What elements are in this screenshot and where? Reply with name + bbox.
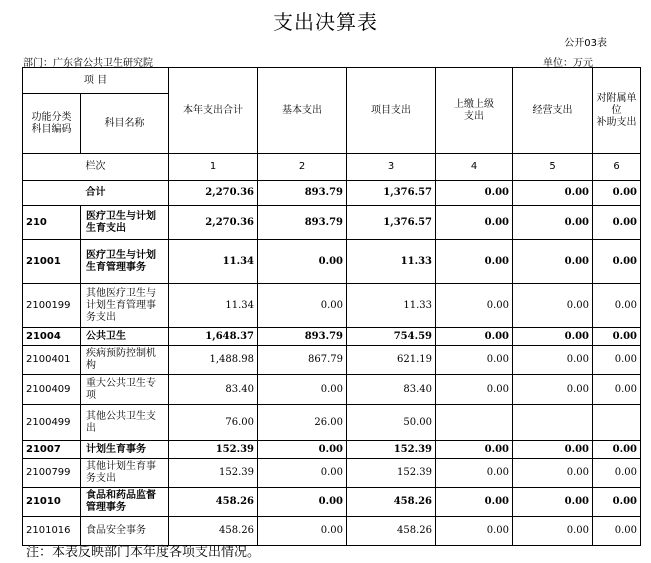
header-project: 项目支出 [347, 68, 436, 154]
row-code: 2101016 [23, 517, 81, 546]
row-value: 1,376.57 [347, 181, 436, 206]
row-value: 0.00 [513, 346, 593, 375]
row-value: 152.39 [347, 459, 436, 488]
row-value: 152.39 [347, 441, 436, 459]
row-value: 0.00 [593, 488, 641, 517]
row-code: 21001 [23, 240, 81, 284]
row-value: 0.00 [436, 284, 513, 328]
row-name: 公共卫生 [81, 328, 169, 346]
report-title: 支出决算表 [273, 10, 378, 34]
row-value: 0.00 [593, 375, 641, 405]
row-value: 11.34 [169, 240, 258, 284]
header-name: 科目名称 [81, 94, 169, 154]
row-code: 2100409 [23, 375, 81, 405]
col-num: 6 [593, 154, 641, 181]
row-value: 0.00 [513, 284, 593, 328]
header-basic: 基本支出 [258, 68, 347, 154]
table-row [23, 206, 641, 240]
header-code: 功能分类 科目编码 [23, 94, 81, 154]
row-name: 医疗卫生与计划生育管理事务 [81, 240, 169, 284]
row-value: 2,270.36 [169, 206, 258, 240]
row-value: 458.26 [347, 488, 436, 517]
row-value: 458.26 [169, 488, 258, 517]
col-num: 3 [347, 154, 436, 181]
row-value: 11.33 [347, 284, 436, 328]
row-value: 0.00 [258, 488, 347, 517]
expenditure-table [22, 67, 641, 546]
table-row [23, 328, 641, 346]
row-value: 0.00 [513, 181, 593, 206]
row-code: 2100199 [23, 284, 81, 328]
row-value [513, 405, 593, 441]
col-num: 1 [169, 154, 258, 181]
row-value: 0.00 [436, 375, 513, 405]
department-label: 部门：广东省公共卫生研究院 [23, 58, 153, 69]
row-value: 0.00 [593, 206, 641, 240]
row-value: 1,648.37 [169, 328, 258, 346]
row-code: 21004 [23, 328, 81, 346]
row-value: 0.00 [258, 459, 347, 488]
row-name: 重大公共卫生专项 [81, 375, 169, 405]
header-business: 经营支出 [513, 68, 593, 154]
row-value: 50.00 [347, 405, 436, 441]
unit-label: 单位：万元 [543, 58, 593, 69]
row-name: 其他计划生育事务支出 [81, 459, 169, 488]
row-value: 0.00 [436, 328, 513, 346]
row-value: 0.00 [593, 240, 641, 284]
row-value: 458.26 [169, 517, 258, 546]
row-value: 0.00 [436, 181, 513, 206]
row-code: 21007 [23, 441, 81, 459]
row-value: 893.79 [258, 328, 347, 346]
row-value: 83.40 [169, 375, 258, 405]
row-value: 0.00 [258, 284, 347, 328]
header-upper: 上缴上级 支出 [436, 68, 513, 154]
row-value: 0.00 [436, 517, 513, 546]
row-value: 893.79 [258, 206, 347, 240]
row-value: 0.00 [593, 459, 641, 488]
row-name: 医疗卫生与计划生育支出 [81, 206, 169, 240]
row-value: 11.33 [347, 240, 436, 284]
col-num: 5 [513, 154, 593, 181]
row-code: 2100499 [23, 405, 81, 441]
row-value: 458.26 [347, 517, 436, 546]
header-total: 本年支出合计 [169, 68, 258, 154]
row-value: 0.00 [258, 375, 347, 405]
row-code: 2100799 [23, 459, 81, 488]
table-row [23, 181, 641, 206]
table-row [23, 375, 641, 405]
table-row [23, 405, 641, 441]
row-name: 计划生育事务 [81, 441, 169, 459]
row-value: 0.00 [593, 346, 641, 375]
row-name: 食品和药品监督管理事务 [81, 488, 169, 517]
row-value: 0.00 [513, 459, 593, 488]
row-value: 0.00 [436, 459, 513, 488]
row-value: 0.00 [258, 517, 347, 546]
row-value: 0.00 [593, 284, 641, 328]
row-code: 2100401 [23, 346, 81, 375]
row-value: 621.19 [347, 346, 436, 375]
row-value: 11.34 [169, 284, 258, 328]
row-value: 0.00 [513, 375, 593, 405]
col-num: 4 [436, 154, 513, 181]
table-row [23, 488, 641, 517]
row-value [436, 405, 513, 441]
row-value: 754.59 [347, 328, 436, 346]
row-value: 0.00 [436, 488, 513, 517]
row-value: 0.00 [436, 346, 513, 375]
row-name: 疾病预防控制机构 [81, 346, 169, 375]
row-value: 0.00 [258, 441, 347, 459]
header-item: 项 目 [23, 68, 169, 94]
header-subsidy: 对附属单位 补助支出 [593, 68, 641, 154]
row-value: 2,270.36 [169, 181, 258, 206]
table-row [23, 459, 641, 488]
row-value: 0.00 [513, 488, 593, 517]
table-row [23, 441, 641, 459]
row-value: 0.00 [593, 328, 641, 346]
row-value: 0.00 [258, 240, 347, 284]
row-value: 83.40 [347, 375, 436, 405]
row-value: 0.00 [513, 240, 593, 284]
table-row [23, 240, 641, 284]
row-name: 其他医疗卫生与计划生育管理事务支出 [81, 284, 169, 328]
row-value: 0.00 [436, 441, 513, 459]
row-value: 76.00 [169, 405, 258, 441]
table-row [23, 284, 641, 328]
row-value: 0.00 [593, 181, 641, 206]
row-value: 0.00 [436, 206, 513, 240]
row-value: 152.39 [169, 441, 258, 459]
row-code: 210 [23, 206, 81, 240]
row-value: 893.79 [258, 181, 347, 206]
row-name: 食品安全事务 [81, 517, 169, 546]
row-value: 1,376.57 [347, 206, 436, 240]
row-value: 0.00 [513, 441, 593, 459]
row-value: 1,488.98 [169, 346, 258, 375]
row-name: 合计 [23, 181, 169, 206]
col-row-label: 栏次 [23, 154, 169, 181]
row-value: 152.39 [169, 459, 258, 488]
footnote: 注：本表反映部门本年度各项支出情况。 [26, 545, 261, 560]
row-value: 0.00 [436, 240, 513, 284]
row-name: 其他公共卫生支出 [81, 405, 169, 441]
row-value: 0.00 [513, 328, 593, 346]
row-code: 21010 [23, 488, 81, 517]
row-value [593, 405, 641, 441]
col-num: 2 [258, 154, 347, 181]
row-value: 26.00 [258, 405, 347, 441]
row-value: 867.79 [258, 346, 347, 375]
table-row [23, 346, 641, 375]
row-value: 0.00 [513, 206, 593, 240]
form-number: 公开03表 [564, 38, 607, 49]
row-value: 0.00 [593, 441, 641, 459]
row-value: 0.00 [593, 517, 641, 546]
row-value: 0.00 [513, 517, 593, 546]
